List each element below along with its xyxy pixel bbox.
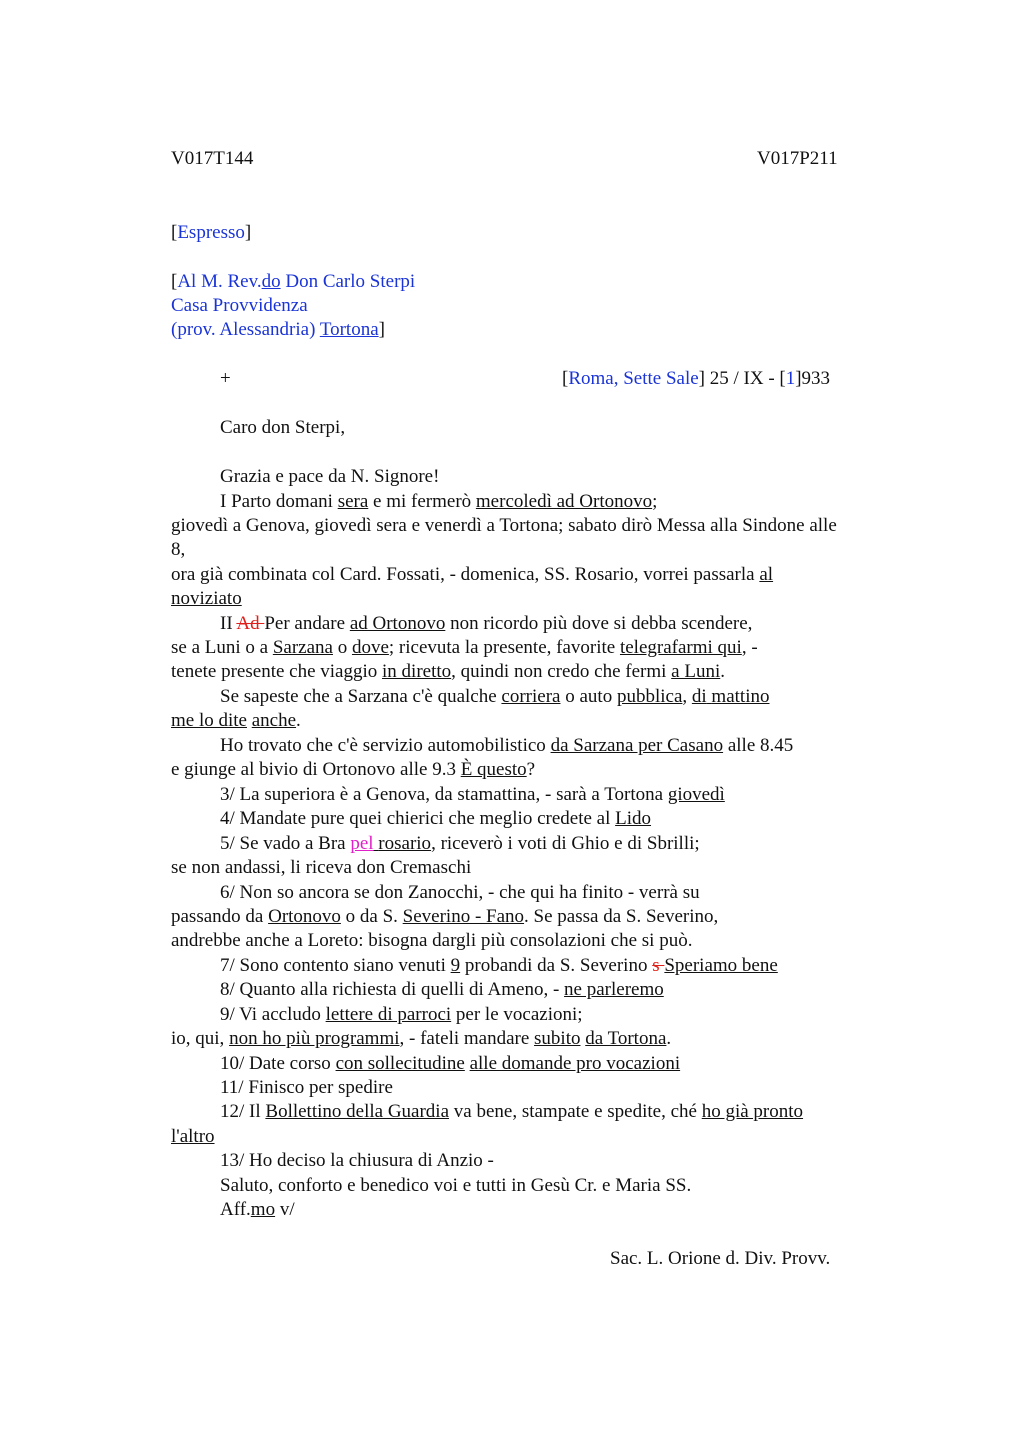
body-line: Ho trovato che c'è servizio automobilistico da Sarzana per Casano alle 8.45 [220, 735, 794, 756]
body-line: se non andassi, li riceva don Cremaschi [171, 857, 472, 878]
body-line: 4/ Mandate pure quei chierici che meglio credete al Lido [220, 808, 652, 829]
body-line: 6/ Non so ancora se don Zanocchi, - che qui ha finito - verrà su [220, 882, 700, 903]
body-line: e giunge al bivio di Ortonovo alle 9.3 È questo? [171, 759, 536, 780]
body-line: 9/ Vi accludo lettere di parroci per le vocazioni; [220, 1004, 583, 1025]
greeting: Grazia e pace da N. Signore! [220, 466, 440, 487]
body-line: passando da Ortonovo o da S. Severino - Fano. Se passa da S. Severino, [171, 906, 719, 927]
body-line: 5/ Se vado a Bra pel rosario, riceverò i voti di Ghio e di Sbrilli; [220, 833, 700, 854]
document-code-right: V017P211 [757, 148, 838, 169]
salutation: Caro don Sterpi, [220, 417, 346, 438]
deleted-word: s [652, 955, 665, 976]
body-line: andrebbe anche a Loreto: bisogna dargli più consolazioni che si può. [171, 930, 693, 951]
cross-symbol: + [220, 368, 231, 389]
body-line: 13/ Ho deciso la chiusura di Anzio - [220, 1150, 494, 1171]
signature: Sac. L. Orione d. Div. Provv. [610, 1248, 831, 1269]
body-line: io, qui, non ho più programmi, - fateli mandare subito da Tortona. [171, 1028, 672, 1049]
body-line: II Ad Per andare ad Ortonovo non ricordo più dove si debba scendere, [220, 613, 753, 634]
document-code-left: V017T144 [171, 148, 254, 169]
address-line-1: [Al M. Rev.do Don Carlo Sterpi [171, 271, 416, 292]
body-line: ora già combinata col Card. Fossati, - domenica, SS. Rosario, vorrei passarla al [171, 564, 774, 585]
body-line: Se sapeste che a Sarzana c'è qualche corriera o auto pubblica, di mattino [220, 686, 770, 707]
address-line-3: (prov. Alessandria) Tortona] [171, 319, 385, 340]
body-line: 11/ Finisco per spedire [220, 1077, 393, 1098]
body-line: tenete presente che viaggio in diretto, quindi non credo che fermi a Luni. [171, 661, 725, 682]
address-line-2: Casa Provvidenza [171, 295, 308, 316]
body-line: me lo dite anche. [171, 710, 301, 731]
body-line: 8, [171, 539, 186, 560]
body-line: 7/ Sono contento siano venuti 9 probandi da S. Severino s Speriamo bene [220, 955, 778, 976]
body-line: l'altro [171, 1126, 215, 1147]
dateline: [Roma, Sette Sale] 25 / IX - [1]933 [562, 368, 831, 389]
body-line: 10/ Date corso con sollecitudine alle domande pro vocazioni [220, 1053, 681, 1074]
closing-abbrev: Aff.mo v/ [220, 1199, 295, 1220]
body-line: se a Luni o a Sarzana o dove; ricevuta la presente, favorite telegrafarmi qui, - [171, 637, 758, 658]
delivery-note: [Espresso] [171, 222, 252, 243]
body-line: giovedì a Genova, giovedì sera e venerdì a Tortona; sabato dirò Messa alla Sindone alle [171, 515, 837, 536]
deleted-word: Ad [236, 613, 265, 634]
closing-line: Saluto, conforto e benedico voi e tutti in Gesù Cr. e Maria SS. [220, 1175, 692, 1196]
body-line: 8/ Quanto alla richiesta di quelli di Ameno, - ne parleremo [220, 979, 664, 1000]
body-line: I Parto domani sera e mi fermerò mercoledì ad Ortonovo; [220, 491, 658, 512]
highlighted-word: pel [350, 833, 374, 854]
body-line: noviziato [171, 588, 242, 609]
body-line: 12/ Il Bollettino della Guardia va bene, stampate e spedite, ché ho già pronto [220, 1101, 804, 1122]
body-line: 3/ La superiora è a Genova, da stamattina, - sarà a Tortona giovedì [220, 784, 725, 805]
